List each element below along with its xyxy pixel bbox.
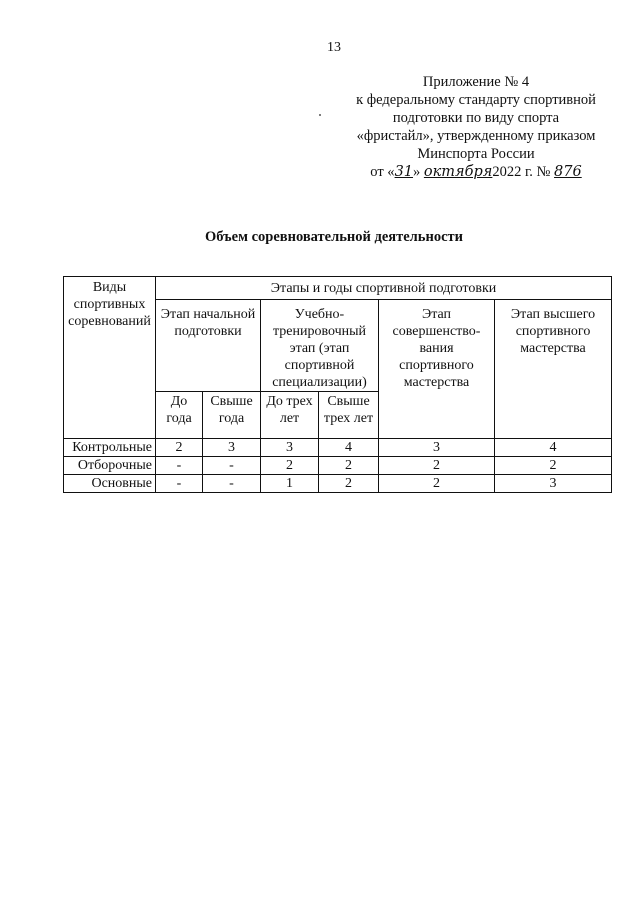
table-cell: 2 <box>156 439 203 457</box>
appendix-line: к федеральному стандарту спортивной <box>356 92 596 108</box>
table-cell: - <box>203 457 261 475</box>
table-cell: 2 <box>379 457 495 475</box>
row-name: Контрольные <box>64 439 156 457</box>
row-name: Отборочные <box>64 457 156 475</box>
table-row <box>64 457 612 475</box>
table-cell: 2 <box>319 475 379 493</box>
table-cell: 4 <box>495 439 612 457</box>
table-cell: - <box>156 475 203 493</box>
table-cell: - <box>203 475 261 493</box>
table-cell: 3 <box>495 475 612 493</box>
year-text: 2022 г. № <box>492 164 551 180</box>
appendix-line: подготовки по виду спорта <box>392 110 560 126</box>
document-title: Объем соревновательной деятельности <box>205 229 463 245</box>
handwritten-month: октября <box>423 164 493 180</box>
table-cell: 3 <box>261 439 319 457</box>
header-stage-higher-mastery: Этап высшего спортивного мастерства <box>495 300 612 439</box>
table-cell: 3 <box>203 439 261 457</box>
handwritten-order-number: 876 <box>554 164 582 180</box>
table-cell: 3 <box>379 439 495 457</box>
header-initial-up-to-year: До года <box>156 392 203 439</box>
table-cell: 1 <box>261 475 319 493</box>
table-cell: 2 <box>379 475 495 493</box>
table-row <box>64 439 612 457</box>
table-cell: 2 <box>495 457 612 475</box>
appendix-line: «фристайл», утвержденному приказом <box>356 128 596 144</box>
header-training-up-to-three: До трех лет <box>261 392 319 439</box>
header-initial-over-year: Свыше года <box>203 392 261 439</box>
order-date-line <box>340 163 612 181</box>
appendix-line: Приложение № 4 <box>422 74 530 90</box>
row-name: Основные <box>64 475 156 493</box>
appendix-line: Минспорта России <box>417 146 535 162</box>
header-competition-types: Виды спортивных соревнований <box>64 277 156 439</box>
header-stage-training: Учебно-тренировочный этап (этап спортивной специализации) <box>261 300 379 392</box>
header-training-over-three: Свыше трех лет <box>319 392 379 439</box>
table-cell: 2 <box>261 457 319 475</box>
competition-volume-table <box>63 276 612 493</box>
table-cell: 2 <box>319 457 379 475</box>
header-stage-initial: Этап начальной подготовки <box>156 300 261 392</box>
header-stage-improvement: Этап совершенство-вания спортивного мастерства <box>379 300 495 439</box>
header-stages-group: Этапы и годы спортивной подготовки <box>156 277 612 300</box>
page-number: 13 <box>327 40 341 55</box>
table-row <box>64 475 612 493</box>
table-cell: 4 <box>319 439 379 457</box>
table-cell: - <box>156 457 203 475</box>
scan-speck <box>319 114 321 116</box>
appendix-header <box>340 73 612 181</box>
date-mid: » <box>413 164 421 180</box>
handwritten-day: 31 <box>394 164 414 180</box>
date-prefix: от « <box>370 164 395 180</box>
